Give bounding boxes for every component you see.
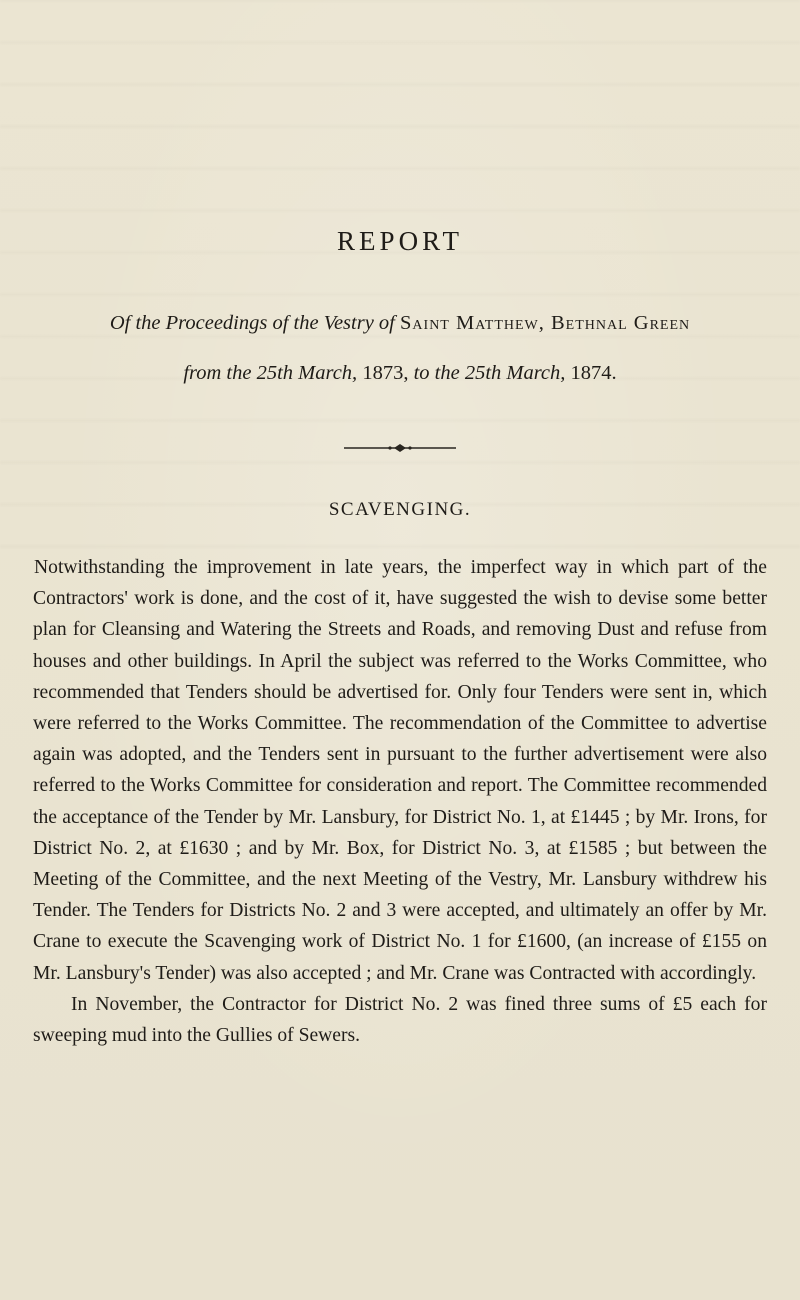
section-heading: SCAVENGING. xyxy=(328,499,472,520)
show-through-texture xyxy=(0,0,800,560)
report-title: REPORT xyxy=(337,226,463,256)
report-subtitle-line-2 xyxy=(30,348,770,398)
paragraph: Notwithstanding the improvement in late years, the imperfect way in which part of the Contractors' work is done, and the cost of it, have suggested the wish to devise some better plan for Cleansing and Watering the Streets and Roads, and removing Dust and refuse from houses and other buildings. In April the subject was referred to the Works Committee, who recommended that Tenders should be advertised for. Only four Tenders were sent in, which were referred to the Works Committee. The recommendation of the Committee to advertise again was adopted, and the Tenders sent in pursuant to the further advertisement were also referred to the Works Committee for consideration and report. The Committee recommended the acceptance of the Tender by Mr. Lansbury, for District No. 1, at £1445 ; by Mr. Irons, for District No. 2, at £1630 ; and by Mr. Box, for District No. 3, at £1585 ; but between the Meeting of the Committee, and the next Meeting of the Vestry, Mr. Lansbury withdrew his Tender. The Tenders for Districts No. 2 and 3 were accepted, and ultimately an offer by Mr. Crane to execute the Scavenging work of District No. 1 for £1600, (an increase of £155 on Mr. Lansbury's Tender) was also accepted ; and Mr. Crane was Contracted with accordingly. xyxy=(33,557,767,984)
subtitle-start-year: 1873, xyxy=(362,362,409,384)
paragraph: In November, the Contractor for District No. 2 was fined three sums of £5 each for sweeping mud into the Gullies of Sewers. xyxy=(33,993,767,1047)
section-body xyxy=(33,552,767,1051)
subtitle-to: to the xyxy=(413,362,460,384)
subtitle-end-date: 25th March, xyxy=(464,362,566,384)
subtitle-start-date: 25th March, xyxy=(256,362,358,384)
subtitle-from: from the xyxy=(183,362,252,384)
report-subtitle-line-1 xyxy=(30,298,770,348)
subtitle-intro: Of the Proceedings of the Vestry of xyxy=(109,312,395,334)
subtitle-place: Saint Matthew, Bethnal Green xyxy=(400,312,691,334)
subtitle-end-year: 1874. xyxy=(570,362,617,384)
divider-ornament-icon xyxy=(340,438,460,458)
